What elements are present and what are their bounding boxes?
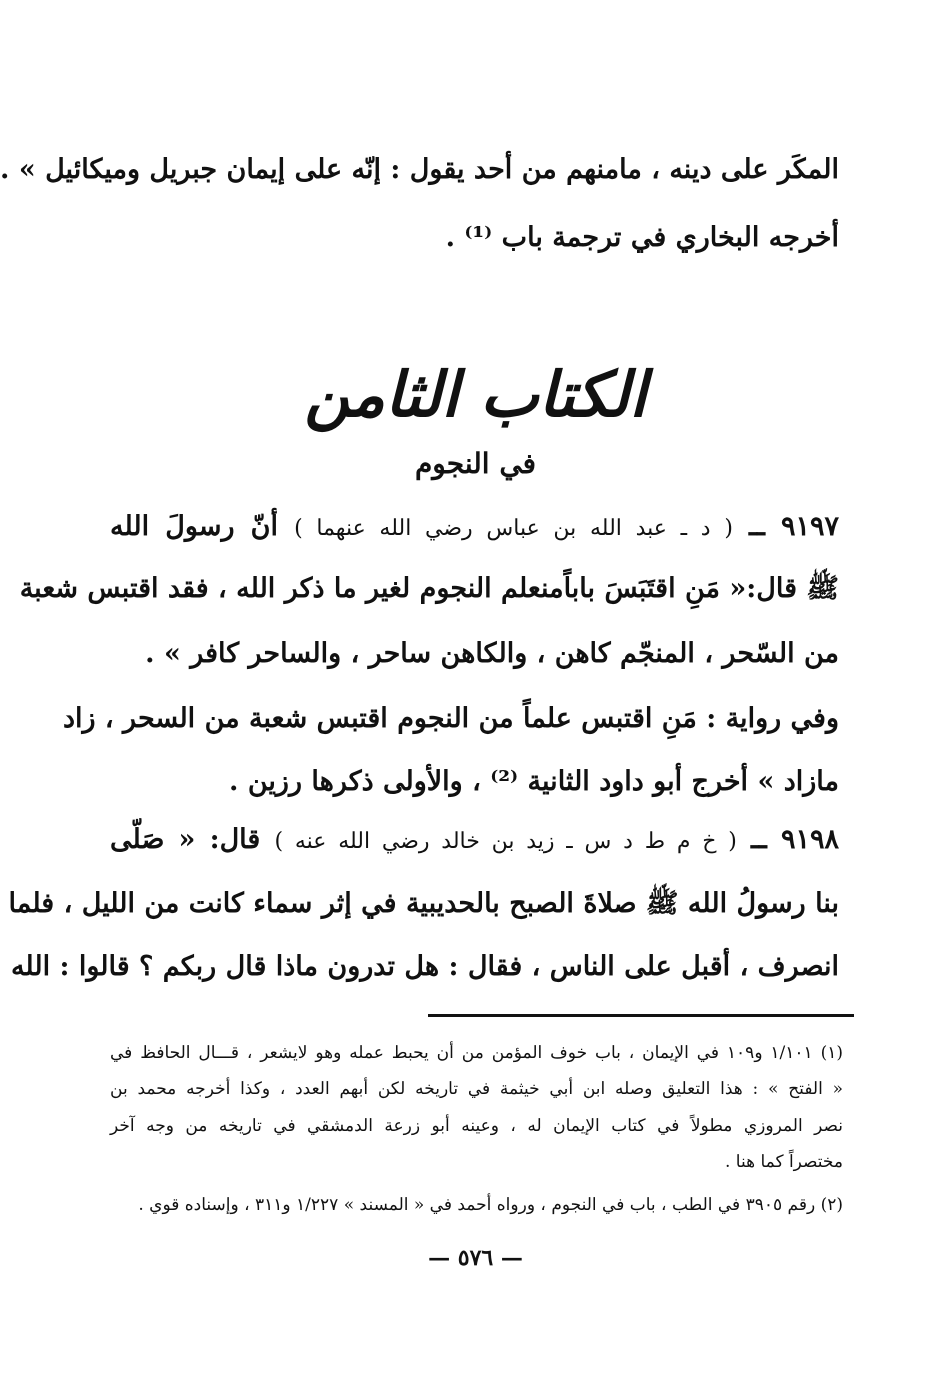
footnote-1-line-1: (١) ١/١٠١ و١٠٩ في الإيمان ، باب خوف المؤمن من أن يحبط عمله وهو لايشعر ، قـــال الحافظ في [110, 1043, 843, 1063]
book-title: الكتاب الثامن [304, 358, 647, 431]
dash-separator: ــ [750, 824, 767, 855]
hadith-9197-line-5: مازاد » أخرج أبو داود الثانية ⁽²⁾ ، والأولى ذكرها رزين . [229, 766, 839, 797]
footnote-1-line-2: « الفتح » : هذا التعليق وصله ابن أبي خيثمة في تاريخه لكن أبهم العدد ، وكذا أخرجه محمد بن [110, 1079, 843, 1099]
hadith-9198-line-3: انصرف ، أقبل على الناس ، فقال : هل تدرون ماذا قال ربكم ؟ قالوا : الله [10, 951, 839, 982]
footnote-2-line-1: (٢) رقم ٣٩٠٥ في الطب ، باب في النجوم ، ورواه أحمد في « المسند » ١/٢٢٧ و٣١١ ، وإسناده قوي . [138, 1195, 843, 1215]
dash-separator: ــ [749, 511, 765, 542]
hadith-9198-line-2: بنا رسولُ الله ﷺ صلاةَ الصبح بالحديبية في إثر سماء كانت من الليل ، فلما [8, 888, 839, 919]
top-text-line-1: المكَر على دينه ، مامنهم من أحد يقول : إنّه على إيمان جبريل وميكائيل » . [0, 154, 839, 185]
hadith-text: أنّ رسولَ الله [110, 511, 278, 542]
footnote-1-line-4: مختصراً كما هنا . [724, 1152, 843, 1172]
hadith-9197-line-4: وفي رواية : مَنِ اقتبس علماً من النجوم اقتبس شعبة من السحر ، زاد [62, 703, 839, 734]
footnote-1-line-3: نصر المروزي مطولاً في كتاب الإيمان له ، وعينه أبو زرعة الدمشقي في تاريخه من وجه آخر [110, 1116, 843, 1136]
hadith-9197-line-1 [110, 507, 839, 549]
hadith-source-ref: ( د ـ عبد الله بن عباس رضي الله عنهما ) [294, 516, 733, 541]
page-number: — ٥٧٦ — [428, 1245, 523, 1271]
hadith-9197-line-3: من السّحر ، المنجّم كاهن ، والكاهن ساحر ، والساحر كافر » . [145, 638, 839, 669]
hadith-number: ٩١٩٧ [780, 511, 839, 542]
book-subtitle: في النجوم [414, 447, 537, 480]
hadith-9198-line-1 [110, 820, 839, 862]
hadith-source-ref: ( خ م ط د س ـ زيد بن خالد رضي الله عنه ) [274, 829, 737, 854]
hadith-number: ٩١٩٨ [781, 824, 840, 855]
hadith-text: قال: « صَلّى [110, 824, 261, 855]
top-text-line-2: أخرجه البخاري في ترجمة باب ⁽¹⁾ . [445, 222, 839, 253]
hadith-9197-line-2: ﷺ قال:« مَنِ اقتَبَسَ باباًمنعلم النجوم لغير ما ذكر الله ، فقد اقتبس شعبة [19, 573, 839, 604]
footnote-separator [428, 1014, 854, 1017]
